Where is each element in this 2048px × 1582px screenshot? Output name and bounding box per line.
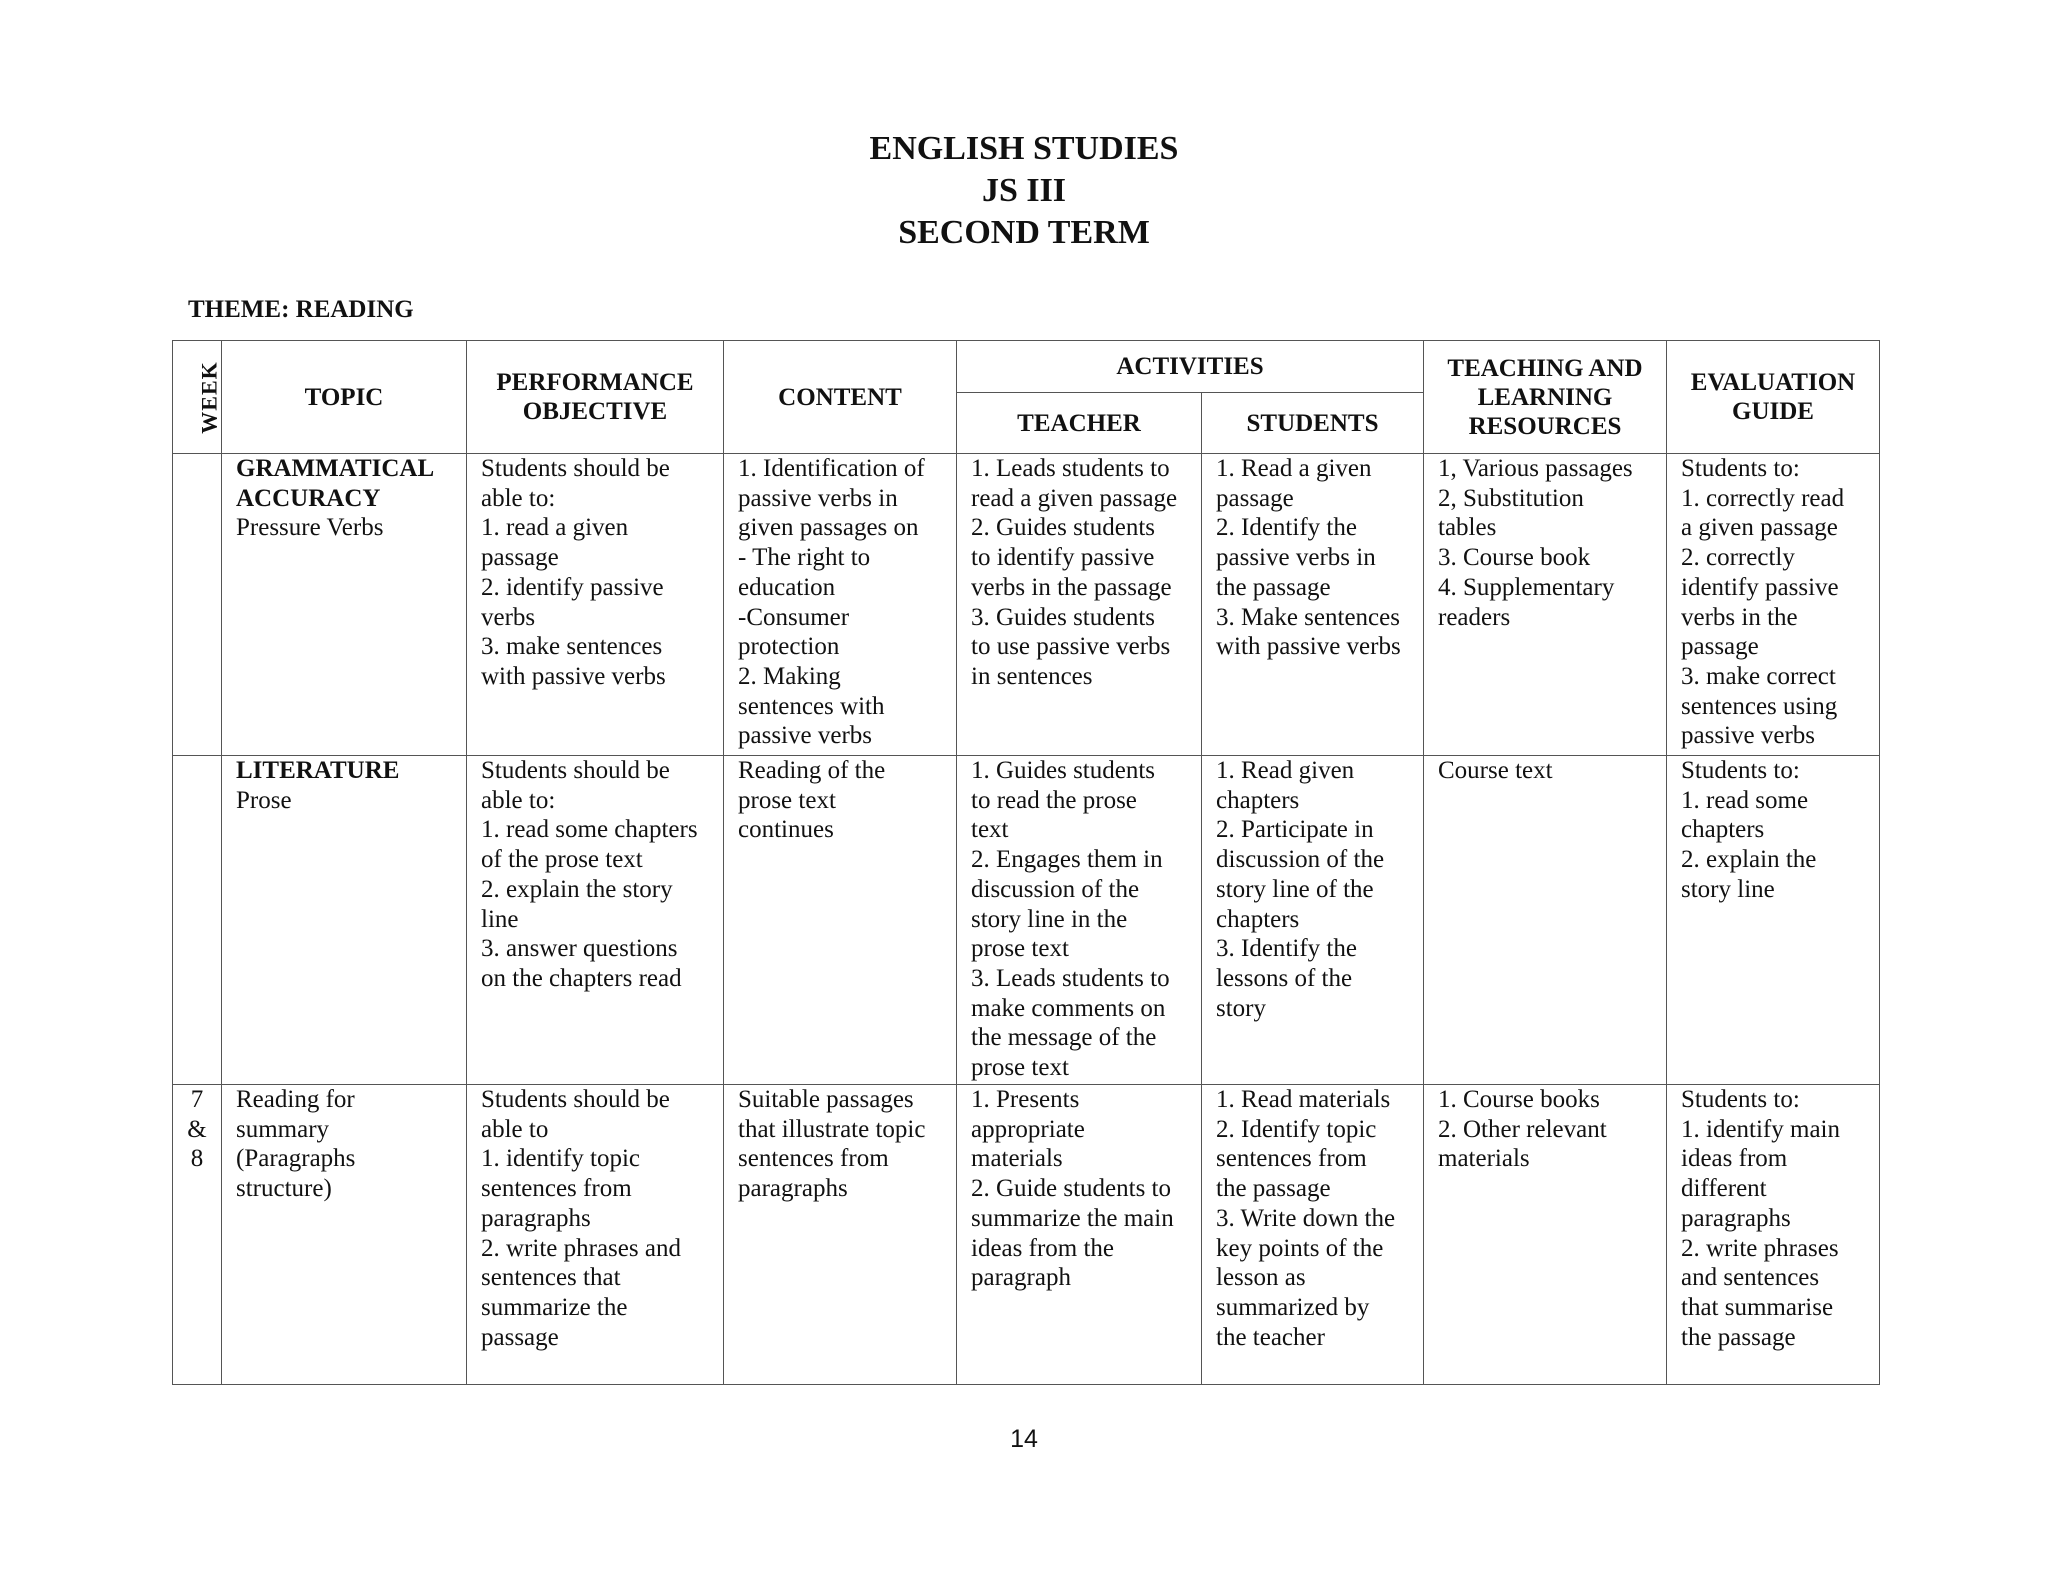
cell-line: identify passive	[1681, 573, 1839, 601]
cell-line: passive verbs	[738, 722, 872, 750]
cell-line: Students to:	[1681, 757, 1800, 784]
week-cell	[173, 1085, 222, 1385]
cell-line: line	[481, 905, 519, 933]
title-class: JS III	[981, 172, 1067, 209]
cell-line: prose text	[738, 786, 836, 814]
cell-line: 7	[190, 1086, 204, 1113]
table-row	[173, 756, 1880, 1085]
cell-line: 1. identify topic	[481, 1145, 640, 1173]
cell-line: 3. answer questions	[481, 935, 678, 963]
cell-line: Reading for	[236, 1086, 355, 1113]
cell-line: lessons of the	[1216, 964, 1353, 992]
cell-line: 1. read a given	[481, 514, 629, 542]
header-students: STUDENTS	[1202, 393, 1424, 454]
cell-line: that illustrate topic	[738, 1115, 926, 1143]
cell-line: materials	[971, 1145, 1063, 1173]
cell-line: 1. Read given	[1216, 757, 1355, 784]
cell-line: 1. identify main	[1681, 1115, 1840, 1143]
header-activities: ACTIVITIES	[957, 341, 1424, 393]
cell-line: summarize the main	[971, 1204, 1174, 1232]
cell-line: 1. Read materials	[1216, 1086, 1391, 1113]
title-term: SECOND TERM	[898, 214, 1150, 251]
cell-line: 3. Guides students	[971, 603, 1156, 631]
cell-line: with passive verbs	[1216, 633, 1401, 661]
page-number: 14	[1010, 1425, 1038, 1453]
cell-line: 1. Identification of	[738, 455, 925, 482]
cell-line: verbs in the passage	[971, 573, 1172, 601]
cell-line: passive verbs in	[1216, 544, 1376, 572]
cell-line: Students should be	[481, 1086, 670, 1113]
cell-line: and sentences	[1681, 1264, 1820, 1292]
cell-line: 2. Making	[738, 662, 841, 690]
cell-line: 1. Read a given	[1216, 455, 1372, 482]
document-title	[0, 128, 2048, 254]
cell-line: key points of the	[1216, 1234, 1384, 1262]
cell-line: &	[187, 1115, 207, 1143]
cell-line: able to	[481, 1115, 549, 1143]
cell-line: paragraphs	[738, 1175, 848, 1203]
cell-line: readers	[1438, 603, 1511, 631]
topic-heading-line: LITERATURE	[236, 757, 400, 784]
cell-line: read a given passage	[971, 484, 1178, 512]
content-cell	[724, 454, 957, 756]
cell-line: 1, Various passages	[1438, 455, 1633, 482]
cell-line: discussion of the	[1216, 846, 1385, 874]
cell-line: that summarise	[1681, 1293, 1834, 1321]
cell-line: paragraphs	[1681, 1204, 1791, 1232]
cell-line: a given passage	[1681, 514, 1838, 542]
cell-line: passage	[1216, 484, 1294, 512]
cell-line: Suitable passages	[738, 1086, 914, 1113]
resources-cell	[1424, 756, 1667, 1085]
students-activity-cell	[1202, 1085, 1424, 1385]
evaluation-cell	[1667, 756, 1880, 1085]
scheme-of-work-table	[172, 340, 1880, 1385]
cell-line: Course text	[1438, 757, 1553, 784]
cell-line: 2. Guides students	[971, 514, 1156, 542]
teacher-activity-cell	[957, 454, 1202, 756]
cell-line: 2. Engages them in	[971, 846, 1163, 874]
cell-line: 2, Substitution	[1438, 484, 1584, 512]
cell-line: education	[738, 573, 836, 601]
cell-line: 1. read some chapters	[481, 816, 698, 844]
table-body	[173, 454, 1880, 1385]
header-row-top	[173, 341, 1880, 393]
cell-line: the passage	[1681, 1323, 1796, 1351]
cell-line: sentences that	[481, 1264, 621, 1292]
cell-line: the teacher	[1216, 1323, 1325, 1351]
cell-line: different	[1681, 1175, 1767, 1203]
cell-line: verbs	[481, 603, 536, 631]
cell-line: verbs in the	[1681, 603, 1798, 631]
cell-line: 3. Leads students to	[971, 964, 1170, 992]
cell-line: Students should be	[481, 757, 670, 784]
cell-line: on the chapters read	[481, 964, 682, 992]
cell-line: 3. make sentences	[481, 633, 663, 661]
cell-line: able to:	[481, 484, 556, 512]
cell-line: prose text	[971, 935, 1069, 963]
cell-line: 2. Identify topic	[1216, 1115, 1377, 1143]
cell-line: chapters	[1681, 816, 1765, 844]
header-teacher: TEACHER	[957, 393, 1202, 454]
cell-line: with passive verbs	[481, 662, 666, 690]
cell-line: -Consumer	[738, 603, 850, 631]
cell-line: 1. Course books	[1438, 1086, 1600, 1113]
cell-line: ideas from the	[971, 1234, 1115, 1262]
objective-cell	[467, 756, 724, 1085]
objective-cell	[467, 454, 724, 756]
cell-line: ideas from	[1681, 1145, 1788, 1173]
cell-line: summarize the	[481, 1293, 628, 1321]
header-week: WEEK	[173, 341, 222, 454]
table-row	[173, 1085, 1880, 1385]
cell-line: 3. Course book	[1438, 544, 1591, 572]
cell-line: given passages on	[738, 514, 919, 542]
theme-label: THEME: READING	[188, 296, 414, 323]
header-content: CONTENT	[724, 341, 957, 454]
cell-line: of the prose text	[481, 846, 643, 874]
topic-cell	[222, 454, 467, 756]
cell-line: 2. identify passive	[481, 573, 664, 601]
cell-line: protection	[738, 633, 840, 661]
cell-line: 2. explain the	[1681, 846, 1817, 874]
cell-line: 1. Guides students	[971, 757, 1156, 784]
title-subject: ENGLISH STUDIES	[869, 130, 1179, 167]
cell-line: the passage	[1216, 1175, 1331, 1203]
cell-line: to read the prose	[971, 786, 1137, 814]
cell-line: 3. Make sentences	[1216, 603, 1400, 631]
cell-line: 4. Supplementary	[1438, 573, 1615, 601]
cell-line: able to:	[481, 786, 556, 814]
objective-cell	[467, 1085, 724, 1385]
cell-line: 1. Leads students to	[971, 455, 1170, 482]
cell-line: 2. write phrases and	[481, 1234, 681, 1262]
week-cell	[173, 454, 222, 756]
cell-line: to identify passive	[971, 544, 1155, 572]
cell-line: Students should be	[481, 455, 670, 482]
cell-line: Students to:	[1681, 1086, 1800, 1113]
cell-line: tables	[1438, 514, 1497, 542]
cell-line: passage	[481, 1323, 559, 1351]
students-activity-cell	[1202, 454, 1424, 756]
cell-line: story line in the	[971, 905, 1128, 933]
topic-cell	[222, 756, 467, 1085]
cell-line: (Paragraphs	[236, 1145, 356, 1173]
cell-line: the message of the	[971, 1024, 1157, 1052]
teacher-activity-cell	[957, 756, 1202, 1085]
cell-line: 3. Write down the	[1216, 1204, 1396, 1232]
cell-line: sentences with	[738, 692, 885, 720]
week-cell	[173, 756, 222, 1085]
cell-line: in sentences	[971, 662, 1093, 690]
cell-line: 2. Other relevant	[1438, 1115, 1607, 1143]
cell-line: paragraph	[971, 1264, 1071, 1292]
cell-line: 2. correctly	[1681, 544, 1795, 572]
students-activity-cell	[1202, 756, 1424, 1085]
cell-line: 1. read some	[1681, 786, 1809, 814]
cell-line: chapters	[1216, 905, 1300, 933]
cell-line: materials	[1438, 1145, 1530, 1173]
cell-line: paragraphs	[481, 1204, 591, 1232]
cell-line: make comments on	[971, 994, 1166, 1022]
cell-line: summary	[236, 1115, 330, 1143]
cell-line: 2. Identify the	[1216, 514, 1357, 542]
cell-line: Pressure Verbs	[236, 514, 384, 542]
cell-line: sentences from	[738, 1145, 889, 1173]
cell-line: summarized by	[1216, 1293, 1370, 1321]
cell-line: passive verbs in	[738, 484, 898, 512]
cell-line: 8	[190, 1145, 204, 1173]
cell-line: 1. Presents	[971, 1086, 1080, 1113]
content-cell	[724, 756, 957, 1085]
cell-line: sentences from	[1216, 1145, 1367, 1173]
cell-line: story	[1216, 994, 1266, 1022]
cell-line: the passage	[1216, 573, 1331, 601]
header-topic: TOPIC	[222, 341, 467, 454]
cell-line: discussion of the	[971, 875, 1140, 903]
cell-line: 3. Identify the	[1216, 935, 1357, 963]
cell-line: - The right to	[738, 544, 871, 572]
header-resources: TEACHING AND LEARNING RESOURCES	[1424, 341, 1667, 454]
evaluation-cell	[1667, 454, 1880, 756]
cell-line: to use passive verbs	[971, 633, 1171, 661]
cell-line: passage	[481, 544, 559, 572]
topic-heading-line: ACCURACY	[236, 484, 381, 512]
header-performance-objective: PERFORMANCE OBJECTIVE	[467, 341, 724, 454]
cell-line: continues	[738, 816, 834, 844]
cell-line: passage	[1681, 633, 1759, 661]
cell-line: 3. make correct	[1681, 662, 1836, 690]
cell-line: story line	[1681, 875, 1775, 903]
cell-line: chapters	[1216, 786, 1300, 814]
cell-line: 2. Participate in	[1216, 816, 1374, 844]
evaluation-cell	[1667, 1085, 1880, 1385]
cell-line: 1. correctly read	[1681, 484, 1845, 512]
cell-line: lesson as	[1216, 1264, 1306, 1292]
cell-line: passive verbs	[1681, 722, 1815, 750]
cell-line: structure)	[236, 1175, 332, 1203]
topic-heading-line: GRAMMATICAL	[236, 455, 435, 482]
cell-line: sentences from	[481, 1175, 632, 1203]
cell-line: appropriate	[971, 1115, 1085, 1143]
header-evaluation: EVALUATION GUIDE	[1667, 341, 1880, 454]
resources-cell	[1424, 1085, 1667, 1385]
cell-line: Students to:	[1681, 455, 1800, 482]
cell-line: prose text	[971, 1054, 1069, 1082]
topic-cell	[222, 1085, 467, 1385]
teacher-activity-cell	[957, 1085, 1202, 1385]
table-row	[173, 454, 1880, 756]
cell-line: text	[971, 816, 1009, 844]
cell-line: 2. explain the story	[481, 875, 673, 903]
cell-line: Prose	[236, 786, 292, 814]
cell-line: 2. Guide students to	[971, 1175, 1171, 1203]
content-cell	[724, 1085, 957, 1385]
cell-line: 2. write phrases	[1681, 1234, 1839, 1262]
cell-line: sentences using	[1681, 692, 1838, 720]
cell-line: Reading of the	[738, 757, 886, 784]
resources-cell	[1424, 454, 1667, 756]
cell-line: story line of the	[1216, 875, 1374, 903]
